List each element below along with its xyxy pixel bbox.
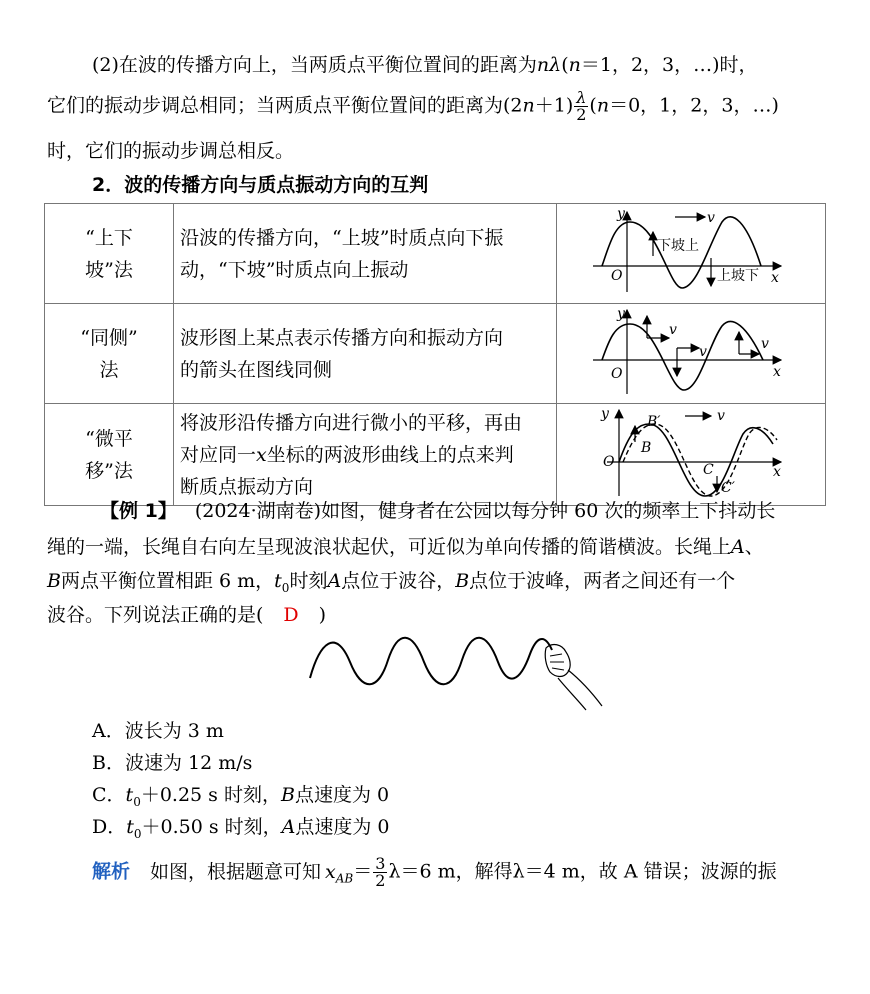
text: ＝ xyxy=(353,860,373,883)
var-x: x xyxy=(256,443,267,466)
v-label: v xyxy=(761,336,769,352)
same-side-figure xyxy=(557,304,825,398)
figure-cell xyxy=(557,404,826,506)
var-n: n xyxy=(522,94,535,117)
text: 如图，根据题意可知 xyxy=(150,860,322,883)
origin-label: O xyxy=(611,268,623,284)
point-B: B xyxy=(455,570,470,592)
text: ( xyxy=(589,94,597,117)
example-line1 xyxy=(100,498,775,524)
text: 点速度为 0 xyxy=(294,784,390,806)
example-line2 xyxy=(47,534,764,560)
text: ＋0.50 s 时刻， xyxy=(141,816,282,838)
text: 点速度为 0 xyxy=(295,816,390,838)
point-B-label: B xyxy=(641,440,652,456)
desc-text: 波形图上某点表示传播方向和振动方向 xyxy=(180,326,504,349)
method-text: 法 xyxy=(99,358,119,381)
table-row xyxy=(45,304,826,404)
option-label: B． xyxy=(92,752,125,774)
point-B-prime-label: B′ xyxy=(647,414,661,430)
point-A: A xyxy=(731,536,745,558)
var-t: t xyxy=(274,570,282,592)
rope-wave xyxy=(310,638,552,685)
text: 、 xyxy=(744,536,764,558)
point-A: A xyxy=(281,816,296,838)
var-t: t xyxy=(126,816,134,838)
desc-text: 沿波的传播方向，“上坡”时质点向下振 xyxy=(180,226,504,249)
option-d xyxy=(92,814,390,847)
v-label: v xyxy=(707,210,715,226)
point-C-label: C xyxy=(703,462,714,478)
wave-curve xyxy=(602,321,763,390)
downslope-label: 下坡上 xyxy=(657,238,699,254)
method-text: “微平 xyxy=(85,427,133,450)
method-cell xyxy=(45,304,174,404)
desc-text: 将波形沿传播方向进行微小的平移，再由 xyxy=(180,411,523,434)
rope-illustration xyxy=(300,622,610,712)
frac-den: 2 xyxy=(576,105,587,124)
small-shift-figure xyxy=(557,404,825,500)
text: ＝1，2，3，…)时， xyxy=(580,54,758,76)
analysis-line xyxy=(92,856,777,891)
text: 波谷。下列说法正确的是( xyxy=(47,604,264,626)
text: ＋0.25 s 时刻， xyxy=(140,784,281,806)
text: 点位于波峰，两者之间还有一个 xyxy=(469,570,736,592)
figure-cell xyxy=(557,304,826,404)
desc-text xyxy=(180,439,550,471)
text: ＝0，1，2，3，…) xyxy=(609,94,779,117)
var-n: n xyxy=(596,94,610,117)
shifted-wave-curve xyxy=(623,424,777,496)
upslope-label: 上坡下 xyxy=(717,268,759,284)
method-text: 移”法 xyxy=(85,459,133,482)
desc-cell xyxy=(174,404,557,506)
y-label: y xyxy=(617,306,625,322)
subscript: AB xyxy=(335,871,354,886)
example-line4 xyxy=(47,602,326,628)
origin-label: O xyxy=(603,454,615,470)
option-c xyxy=(92,782,389,815)
frac-den: 2 xyxy=(375,871,386,890)
method-text: “同侧” xyxy=(80,326,138,349)
v-label: v xyxy=(669,322,677,338)
var-n: n xyxy=(568,54,581,76)
analysis-tag: 解析 xyxy=(92,860,131,883)
fraction-lambda-over-2 xyxy=(574,90,588,123)
subscript: 0 xyxy=(281,580,290,595)
var-n-lambda: nλ xyxy=(536,54,562,76)
text: (2)在波的传播方向上，当两质点平衡位置间的距离为 xyxy=(92,54,537,76)
table-row xyxy=(45,204,826,304)
text: ＋1) xyxy=(534,94,574,117)
para2-line3: 时，它们的振动步调总相反。 xyxy=(47,140,295,162)
method-cell xyxy=(45,204,174,304)
x-label: x xyxy=(773,364,781,380)
text: 点位于波谷， xyxy=(341,570,456,592)
point-A: A xyxy=(327,570,342,592)
section-title: 2．波的传播方向与质点振动方向的互判 xyxy=(92,174,429,196)
table-row xyxy=(45,404,826,506)
desc-cell xyxy=(174,204,557,304)
text: 绳的一端，长绳自右向左呈现波浪状起伏，可近似为单向传播的简谐横波。长绳上 xyxy=(47,536,732,558)
text: 坐标的两波形曲线上的点来判 xyxy=(266,443,514,466)
method-text: “上下 xyxy=(85,226,133,249)
frac-num: 3 xyxy=(375,854,386,873)
v-label: v xyxy=(717,408,725,424)
hand-icon xyxy=(545,645,570,677)
var-t: t xyxy=(125,784,134,806)
var-x: x xyxy=(325,860,336,883)
text: 对应同一 xyxy=(180,443,257,466)
option-label: C． xyxy=(92,784,126,806)
frac-num: λ xyxy=(576,88,587,107)
method-table xyxy=(44,203,826,506)
text: (2024·湖南卷)如图，健身者在公园以每分钟 60 次的频率上下抖动长 xyxy=(194,500,776,522)
option-text: 波速为 12 m/s xyxy=(124,752,253,774)
desc-text: 动，“下坡”时质点向上振动 xyxy=(180,258,409,281)
fraction-3-over-2 xyxy=(373,856,387,889)
y-label: y xyxy=(617,206,625,222)
example-tag: 【例 1】 xyxy=(100,500,177,522)
text: 它们的振动步调总相同；当两质点平衡位置间的距离为(2 xyxy=(47,94,523,117)
option-label: A． xyxy=(92,720,125,742)
option-text: 波长为 3 m xyxy=(124,720,224,742)
desc-cell xyxy=(174,304,557,404)
text: 时刻 xyxy=(289,570,328,592)
arm-icon xyxy=(558,670,602,710)
subscript: 0 xyxy=(133,794,141,809)
option-b xyxy=(92,750,252,776)
text: ) xyxy=(318,604,327,626)
text: 两点平衡位置相距 6 m， xyxy=(60,570,275,592)
example-line3 xyxy=(47,568,735,601)
text: ( xyxy=(561,54,569,76)
para2-line1 xyxy=(92,52,758,78)
option-label: D． xyxy=(92,816,127,838)
finger-lines xyxy=(550,654,564,670)
option-a xyxy=(92,718,224,744)
desc-text: 的箭头在图线同侧 xyxy=(180,358,333,381)
v-label: v xyxy=(699,344,707,360)
point-B: B xyxy=(47,570,61,592)
slope-method-figure xyxy=(557,204,825,298)
figure-cell xyxy=(557,204,826,304)
point-C-prime-label: C′ xyxy=(721,480,735,496)
x-label: x xyxy=(771,270,779,286)
para2-line2 xyxy=(47,90,779,123)
x-label: x xyxy=(773,464,781,480)
y-label: y xyxy=(601,406,609,422)
desc-text: 断质点振动方向 xyxy=(180,475,314,498)
subscript: 0 xyxy=(133,826,142,841)
point-B: B xyxy=(280,784,295,806)
origin-label: O xyxy=(611,366,623,382)
method-cell xyxy=(45,404,174,506)
text: λ＝6 m，解得λ＝4 m，故 A 错误；波源的振 xyxy=(388,860,777,883)
answer: D xyxy=(283,604,299,626)
method-text: 坡”法 xyxy=(85,258,133,281)
